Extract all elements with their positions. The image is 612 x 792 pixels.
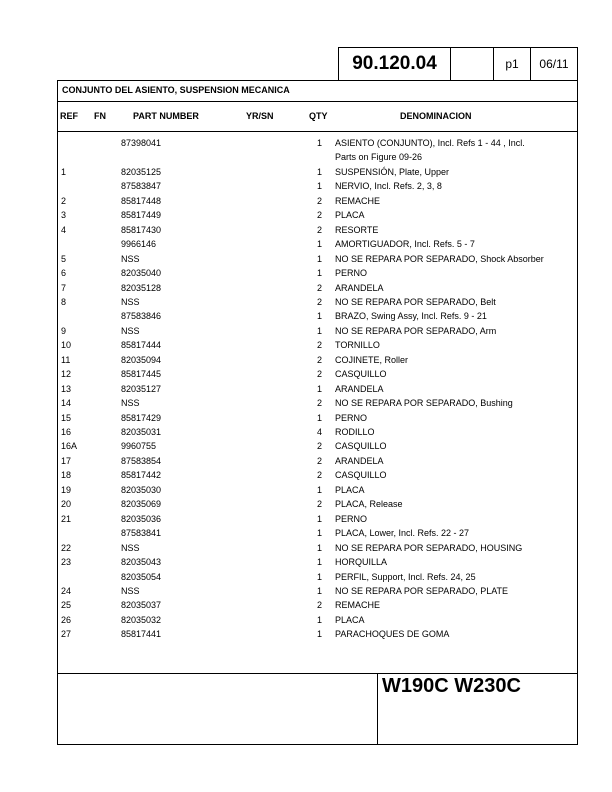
table-row: [58, 324, 577, 338]
qty-cell: 2: [316, 296, 322, 307]
part-number-cell: 87583854: [121, 455, 162, 466]
description-cell: SUSPENSIÓN, Plate, Upper: [335, 166, 450, 177]
part-number-cell: 82035031: [121, 427, 162, 437]
part-number-cell: 87583847: [121, 181, 162, 192]
table-row: [58, 179, 577, 193]
description-cell: CASQUILLO: [335, 441, 387, 452]
qty-cell: 2: [316, 441, 322, 452]
part-number-cell: 82035043: [121, 557, 162, 568]
description-cell: PLACA: [335, 614, 365, 625]
table-row: [58, 439, 577, 453]
description-cell: TORNILLO: [335, 340, 380, 351]
table-row: [58, 627, 577, 641]
table-row: [58, 541, 577, 555]
part-number-cell: 82035040: [121, 268, 162, 279]
part-number-cell: 85817429: [121, 412, 162, 423]
ref-cell: 19: [61, 484, 72, 495]
part-number-cell: NSS: [121, 542, 140, 553]
description-cell: NO SE REPARA POR SEPARADO, Belt: [335, 296, 496, 307]
part-number-cell: 82035094: [121, 354, 162, 365]
qty-cell: 2: [316, 210, 322, 221]
qty-cell: 4: [316, 427, 322, 437]
description-cell: PLACA, Lower, Incl. Refs. 22 - 27: [335, 528, 470, 539]
description-cell: NO SE REPARA POR SEPARADO, HOUSING: [335, 542, 523, 553]
ref-cell: 12: [61, 369, 72, 380]
part-number-cell: 82035069: [121, 499, 162, 510]
ref-cell: 10: [61, 340, 72, 351]
qty-cell: 1: [316, 253, 322, 264]
part-number-cell: NSS: [121, 398, 140, 409]
ref-cell: 24: [61, 585, 72, 596]
blank-header-cell: [450, 47, 494, 81]
table-row: [58, 150, 577, 164]
column-header-ref: REF: [60, 111, 78, 121]
ref-cell: 2: [61, 195, 67, 206]
ref-cell: 6: [61, 268, 67, 279]
table-row: [58, 367, 577, 381]
table-row: [58, 411, 577, 425]
ref-cell: 25: [61, 600, 72, 611]
part-number-cell: 85817430: [121, 224, 162, 235]
qty-cell: 1: [316, 614, 322, 625]
table-row: [58, 353, 577, 367]
document-number: 90.120.04: [338, 47, 451, 81]
ref-cell: 21: [61, 513, 72, 524]
table-row: [58, 613, 577, 627]
qty-cell: 1: [316, 571, 322, 582]
ref-cell: 16A: [61, 441, 78, 452]
qty-cell: 2: [316, 499, 322, 510]
qty-cell: 1: [316, 484, 322, 495]
description-cell: ARANDELA: [335, 282, 384, 293]
table-row: [58, 237, 577, 251]
description-cell: PERNO: [335, 412, 368, 423]
table-row: [58, 483, 577, 497]
column-header-qty: QTY: [309, 111, 328, 121]
description-cell: ARANDELA: [335, 455, 384, 466]
qty-cell: 1: [316, 528, 322, 539]
qty-cell: 1: [316, 585, 322, 596]
table-row: [58, 454, 577, 468]
part-number-cell: 85817441: [121, 629, 162, 640]
table-row: [58, 194, 577, 208]
table-row: [58, 208, 577, 222]
qty-cell: 1: [316, 268, 322, 279]
table-row: [58, 584, 577, 598]
part-number-cell: NSS: [121, 585, 140, 596]
ref-cell: 1: [61, 166, 67, 177]
part-number-cell: 82035128: [121, 282, 162, 293]
part-number-cell: 82035127: [121, 383, 162, 394]
table-row: [58, 266, 577, 280]
section-title: CONJUNTO DEL ASIENTO, SUSPENSION MECANICA: [62, 85, 290, 95]
qty-cell: 1: [316, 383, 322, 394]
table-row: [58, 252, 577, 266]
qty-cell: 2: [316, 369, 322, 380]
part-number-cell: 85817442: [121, 470, 162, 481]
qty-cell: 1: [316, 325, 322, 336]
ref-cell: 23: [61, 557, 72, 568]
qty-cell: 2: [316, 470, 322, 481]
description-cell: REMACHE: [335, 600, 381, 611]
description-cell: RESORTE: [335, 224, 379, 235]
qty-cell: 1: [316, 181, 322, 192]
ref-cell: 8: [61, 296, 67, 307]
qty-cell: 1: [316, 513, 322, 524]
qty-cell: 1: [316, 412, 322, 423]
ref-cell: 14: [61, 398, 72, 409]
description-cell: BRAZO, Swing Assy, Incl. Refs. 9 - 21: [335, 311, 487, 322]
table-row: [58, 497, 577, 511]
table-row: [58, 338, 577, 352]
qty-cell: 2: [316, 455, 322, 466]
part-number-cell: 9960755: [121, 441, 157, 452]
part-number-cell: 82035030: [121, 484, 162, 495]
description-cell: PERFIL, Support, Incl. Refs. 24, 25: [335, 571, 476, 582]
ref-cell: 22: [61, 542, 72, 553]
part-number-cell: 87583841: [121, 528, 162, 539]
part-number-cell: 82035125: [121, 166, 162, 177]
ref-cell: 26: [61, 614, 72, 625]
part-number-cell: 85817445: [121, 369, 162, 380]
qty-cell: 1: [316, 166, 322, 177]
ref-cell: 5: [61, 253, 67, 264]
description-cell: PARACHOQUES DE GOMA: [335, 629, 450, 640]
qty-cell: 2: [316, 224, 322, 235]
model-names: W190C W230C: [382, 675, 521, 697]
ref-cell: 11: [61, 354, 71, 365]
description-cell: ASIENTO (CONJUNTO), Incl. Refs 1 - 44 , Incl.: [335, 138, 525, 148]
description-cell: RODILLO: [335, 427, 375, 437]
table-row: [58, 136, 577, 150]
ref-cell: 3: [61, 210, 67, 221]
description-cell: NO SE REPARA POR SEPARADO, Arm: [335, 325, 497, 336]
description-cell: COJINETE, Roller: [335, 354, 409, 365]
parts-list-frame: [57, 80, 578, 745]
table-row: [58, 598, 577, 612]
page-number: p1: [493, 47, 531, 81]
model-box: [377, 673, 578, 745]
part-number-cell: 85817444: [121, 340, 162, 351]
qty-cell: 2: [316, 398, 322, 409]
table-row: [58, 382, 577, 396]
table-row: [58, 309, 577, 323]
column-header-part-number: PART NUMBER: [133, 111, 199, 121]
ref-cell: 13: [61, 383, 72, 394]
qty-cell: 1: [316, 557, 322, 568]
column-header-denominacion: DENOMINACION: [400, 111, 472, 121]
qty-cell: 2: [316, 340, 322, 351]
qty-cell: 2: [316, 195, 322, 206]
ref-cell: 16: [61, 427, 72, 437]
table-row: [58, 295, 577, 309]
table-row: [58, 468, 577, 482]
part-number-cell: 82035037: [121, 600, 162, 611]
table-row: [58, 396, 577, 410]
part-number-cell: 9966146: [121, 239, 157, 250]
description-cell: NERVIO, Incl. Refs. 2, 3, 8: [335, 181, 442, 192]
qty-cell: 1: [316, 629, 322, 640]
description-cell: NO SE REPARA POR SEPARADO, PLATE: [335, 585, 509, 596]
ref-cell: 27: [61, 629, 72, 640]
column-header-yr-sn: YR/SN: [246, 111, 274, 121]
description-cell: Parts on Figure 09-26: [335, 152, 423, 163]
part-number-cell: 82035032: [121, 614, 162, 625]
description-cell: PERNO: [335, 513, 368, 524]
ref-cell: 18: [61, 470, 72, 481]
table-row: [58, 425, 577, 439]
ref-cell: 7: [61, 282, 67, 293]
qty-cell: 1: [316, 138, 322, 148]
qty-cell: 2: [316, 354, 322, 365]
description-cell: AMORTIGUADOR, Incl. Refs. 5 - 7: [335, 239, 475, 250]
revision-date: 06/11: [530, 47, 578, 81]
ref-cell: 15: [61, 412, 72, 423]
table-row: [58, 223, 577, 237]
description-cell: CASQUILLO: [335, 470, 387, 481]
qty-cell: 2: [316, 282, 322, 293]
description-cell: CASQUILLO: [335, 369, 387, 380]
description-cell: NO SE REPARA POR SEPARADO, Bushing: [335, 398, 513, 409]
description-cell: PLACA, Release: [335, 499, 403, 510]
table-row: [58, 555, 577, 569]
column-header-fn: FN: [94, 111, 106, 121]
ref-cell: 20: [61, 499, 72, 510]
description-cell: ARANDELA: [335, 383, 384, 394]
description-cell: NO SE REPARA POR SEPARADO, Shock Absorber: [335, 253, 544, 264]
qty-cell: 1: [316, 239, 322, 250]
description-cell: REMACHE: [335, 195, 381, 206]
ref-cell: 4: [61, 224, 67, 235]
qty-cell: 1: [316, 311, 322, 322]
column-header-divider: [58, 131, 577, 132]
ref-cell: 9: [61, 325, 67, 336]
qty-cell: 2: [316, 600, 322, 611]
description-cell: PLACA: [335, 484, 365, 495]
part-number-cell: 82035054: [121, 571, 162, 582]
part-number-cell: 87583846: [121, 311, 162, 322]
table-row: [58, 165, 577, 179]
table-row: [58, 512, 577, 526]
part-number-cell: NSS: [121, 253, 140, 264]
description-cell: HORQUILLA: [335, 557, 388, 568]
table-row: [58, 281, 577, 295]
ref-cell: 17: [61, 455, 72, 466]
part-number-cell: 85817449: [121, 210, 162, 221]
part-number-cell: NSS: [121, 325, 140, 336]
description-cell: PERNO: [335, 268, 368, 279]
title-divider: [58, 101, 577, 102]
part-number-cell: NSS: [121, 296, 140, 307]
description-cell: PLACA: [335, 210, 365, 221]
part-number-cell: 85817448: [121, 195, 162, 206]
part-number-cell: 82035036: [121, 513, 162, 524]
part-number-cell: 87398041: [121, 138, 162, 148]
table-row: [58, 570, 577, 584]
table-row: [58, 526, 577, 540]
qty-cell: 1: [316, 542, 322, 553]
